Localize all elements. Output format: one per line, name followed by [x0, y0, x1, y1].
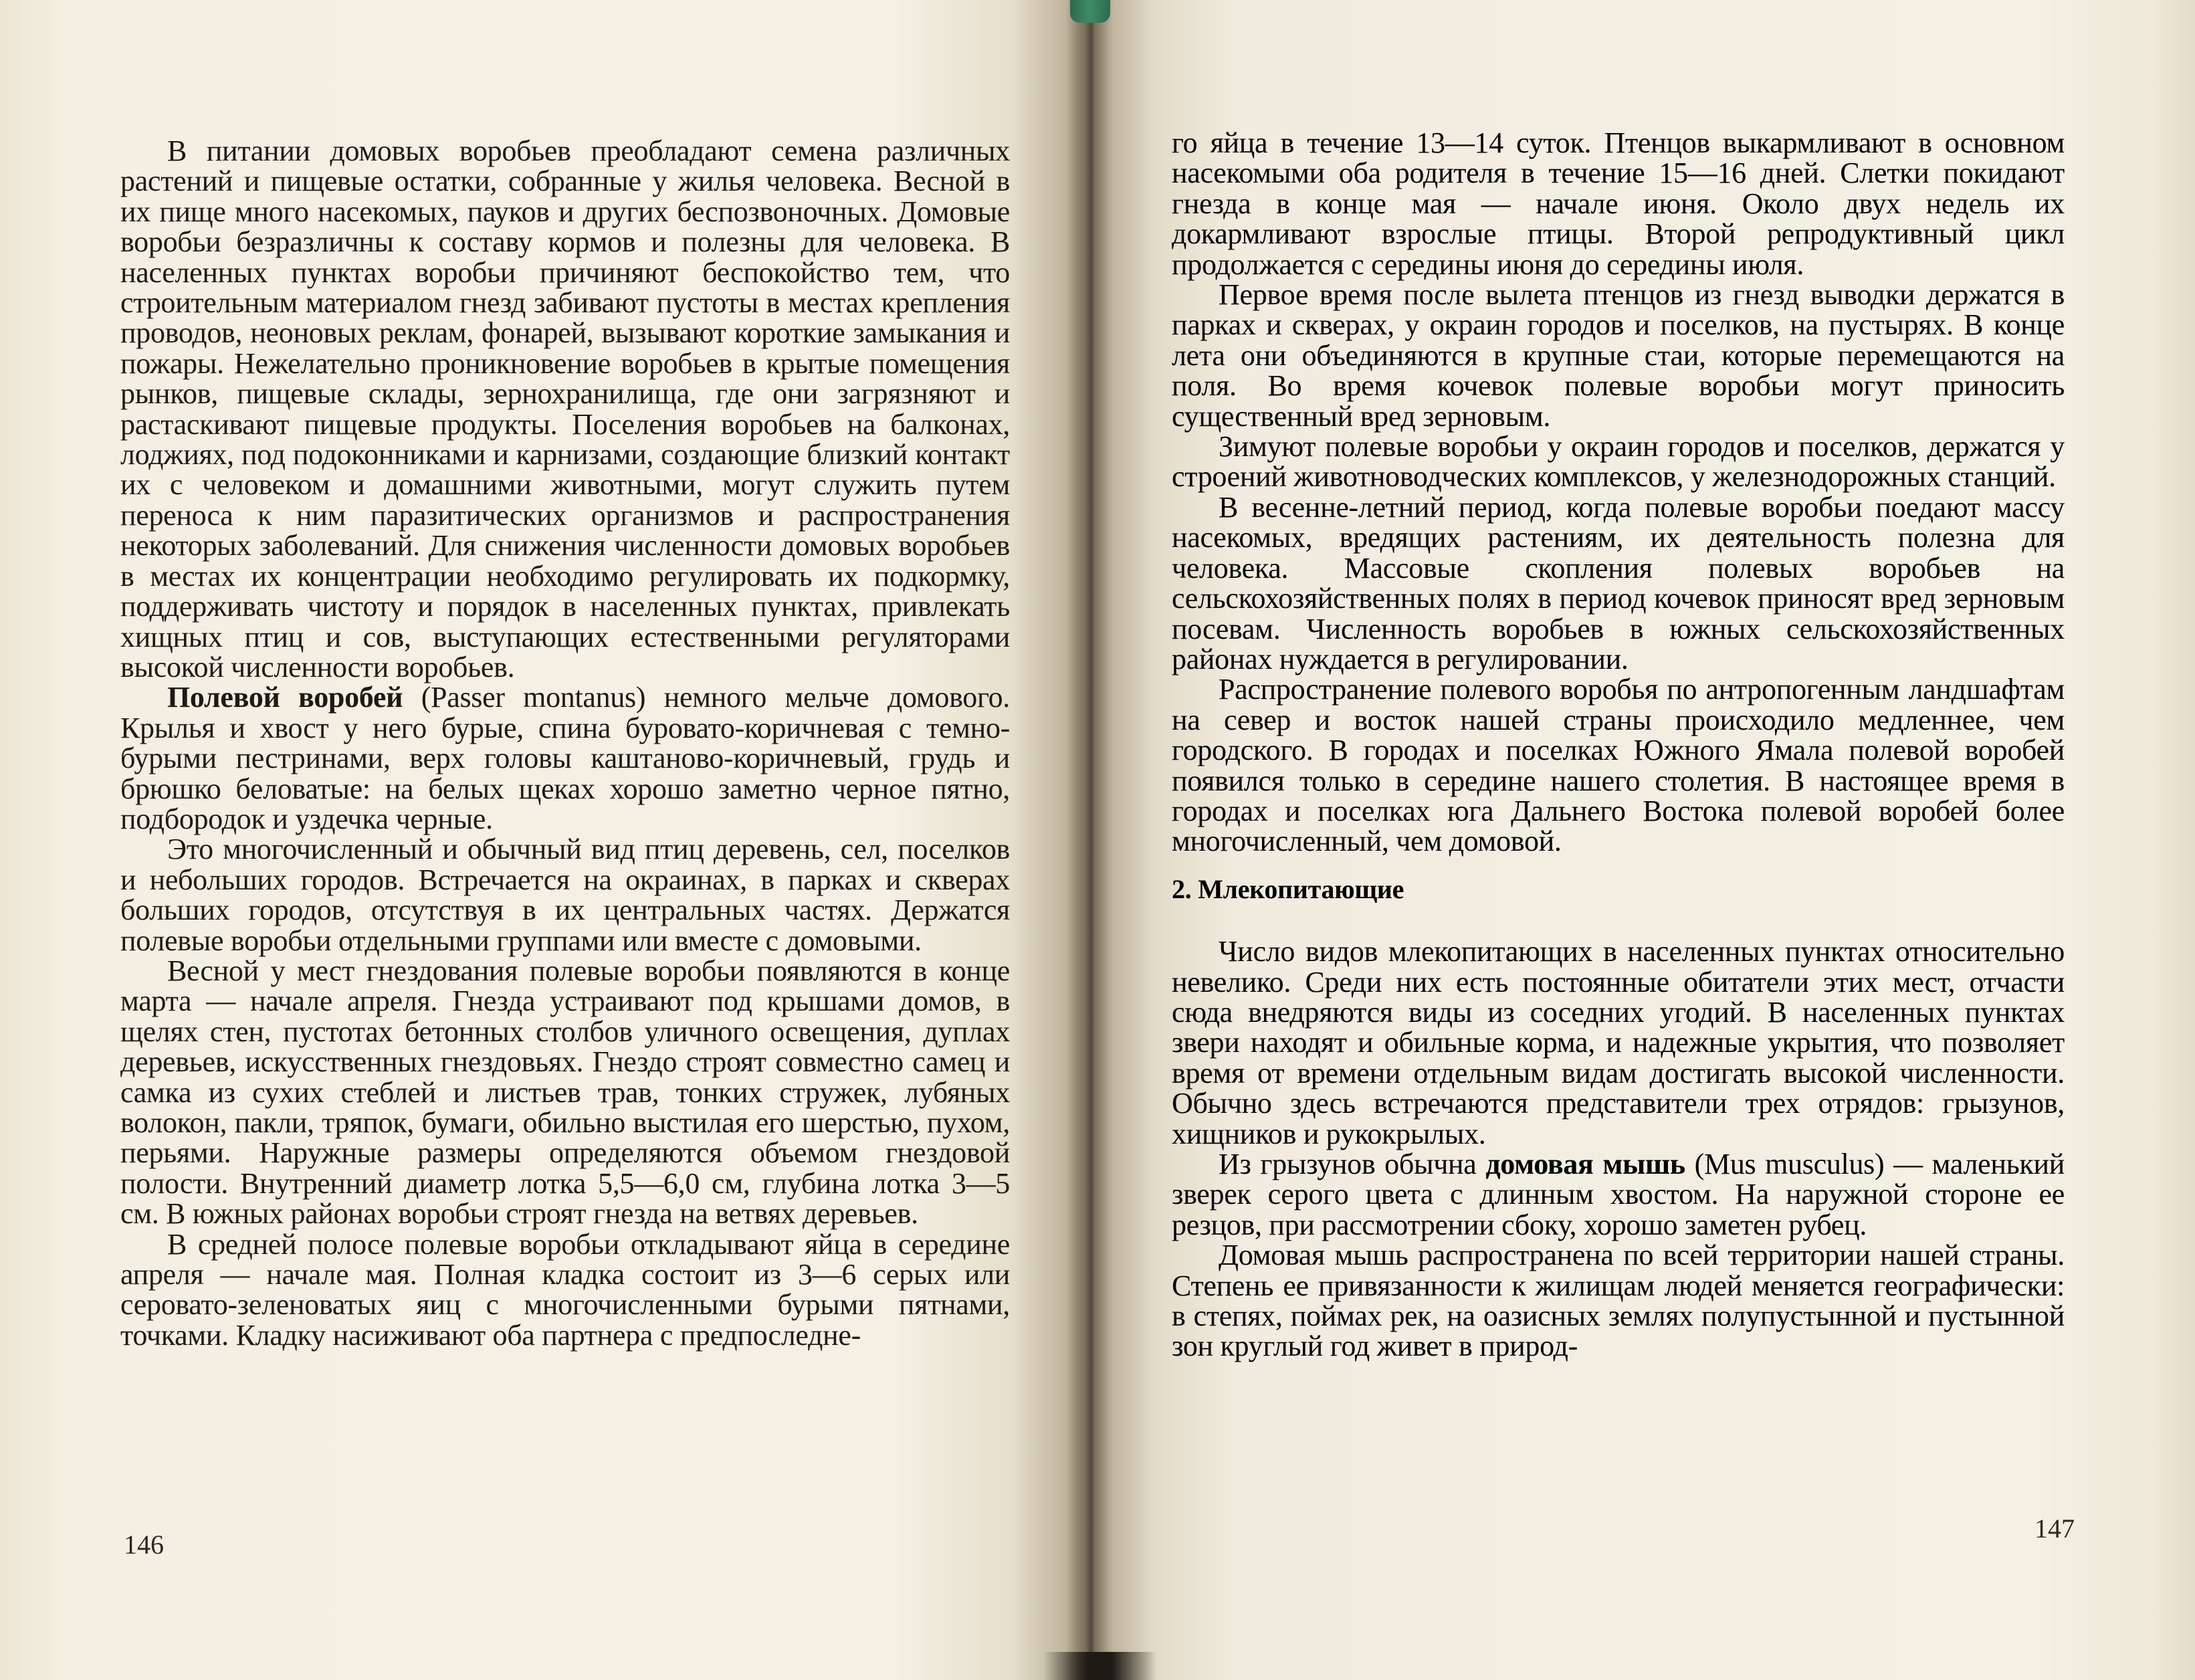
section-heading: 2. Млекопитающие [1172, 873, 1404, 904]
paragraph-text: Весной у мест гнездования полевые воробьи появляются в конце марта — начале апреля. Гнезда устраивают под крышами домов, в щелях стен, пустотах бетонных столбов уличного освещения, дуплах деревьев, искусственных гнездовьях. Гнездо строят совместно самец и самка из сухих стеблей и листьев трав, тонких стружек, лубяных волокон, пакли, тряпок, бумаги, обильно выстилая его шерстью, пухом, перьями. Наружные размеры определяются объемом гнездовой полости. Внутренний диаметр лотка 5,5—6,0 см, глубина лотка 3—5 см. В южных районах воробьи строят гнезда на ветвях деревьев. [120, 954, 1010, 1231]
paragraph-text: В средней полосе полевые воробьи откладывают яйца в середине апреля — начале мая. Полная кладка состоит из 3—6 серых или серовато-зеленоватых яиц с многочисленными бурыми пятнами, точками. Кладку насиживают оба партнера с предпоследне- [120, 1227, 1010, 1352]
page-number-left: 146 [124, 1530, 164, 1560]
spine-shadow [1043, 1652, 1157, 1680]
paragraph [120, 136, 1010, 682]
left-page-text [120, 136, 1010, 1350]
paragraph [1172, 431, 2065, 492]
paragraph [1172, 1149, 2065, 1240]
paragraph-text: Домовая мышь распространена по всей территории нашей страны. Степень ее привязанности к жилищам людей меняется географически: в степях, поймах рек, на оазисных землях полупустынной и пустынной зон круглый год живет в природ- [1172, 1239, 2065, 1363]
paragraph [1172, 936, 2065, 1149]
paragraph-text: Зимуют полевые воробьи у окраин городов и поселков, держатся у строений животноводческих комплексов, у железнодорожных станций. [1172, 430, 2065, 494]
paragraph-text: Число видов млекопитающих в населенных пунктах относительно невелико. Среди них есть постоянные обитатели этих мест, отчасти сюда внедряются виды из соседних угодий. В населенных пунктах звери находят и обильные корма, и надежные укрытия, что позволяет время от времени отдельным видам достигать высокой численности. Обычно здесь встречаются представители трех отрядов: грызунов, хищников и рукокрылых. [1172, 935, 2065, 1150]
paragraph [1172, 280, 2065, 431]
term-bold: Полевой воробей [167, 681, 403, 714]
paragraph-text: В питании домовых воробьев преобладают семена различных растений и пищевые остатки, собранные у жилья человека. Весной в их пище много насекомых, пауков и других беспозвоночных. Домовые воробьи безразличны к составу кормов и полезны для человека. В населенных пунктах воробьи причиняют беспокойство тем, что строительным материалом гнезд забивают пустоты в местах крепления проводов, неоновых реклам, фонарей, вызывают короткие замыкания и пожары. Нежелательно проникновение воробьев в крытые помещения рынков, пищевые склады, зернохранилища, где они загрязняют и растаскивают пищевые продукты. Поселения воробьев на балконах, лоджиях, под подоконниками и карнизами, создающие близкий контакт их с человеком и домашними животными, могут служить путем переноса к ним паразитических организмов и распространения некоторых заболеваний. Для снижения численности домовых воробьев в местах их концентрации необходимо регулировать их подкормку, поддерживать чистоту и порядок в населенных пунктах, привлекать хищных птиц и сов, выступающих естественными регуляторами высокой численности воробьев. [120, 134, 1010, 684]
paragraph-text: Первое время после вылета птенцов из гнезд выводки держатся в парках и скверах, у окраин городов и поселков, на пустырях. В конце лета они объединяются в крупные стаи, которые перемещаются на поля. Во время кочевок полевые воробьи могут приносить существенный вред зерновым. [1172, 278, 2065, 433]
paragraph [120, 1229, 1010, 1351]
left-page [0, 0, 1087, 1680]
paragraph-text: (Passer montanus) немного мельче домового. Крылья и хвост у него бурые, спина буровато-коричневая с темно-бурыми пестринами, верх головы каштаново-коричневый, грудь и брюшко беловатые: на белых щеках хорошо заметно черное пятно, подбородок и уздечка черные. [120, 681, 1011, 835]
paragraph-text: В весенне-летний период, когда полевые воробьи поедают массу насекомых, вредящих растениям, их деятельность полезна для человека. Массовые скопления полевых воробьев на сельскохозяйственных полях в период кочевок приносят вред зерновым посевам. Численность воробьев в южных сельскохозяйственных районах нуждается в регулировании. [1172, 490, 2065, 675]
page-number-right: 147 [2034, 1513, 2075, 1544]
paragraph-text: (Mus musculus) — маленький зверек серого цвета с длинным хвостом. На наружной стороне ее резцов, при рассмотрении сбоку, хорошо заметен рубец. [1172, 1148, 2065, 1241]
paragraph [1172, 492, 2065, 674]
bookmark-ribbon [1070, 0, 1110, 23]
paragraph [1172, 128, 2065, 280]
paragraph-text: го яйца в течение 13—14 суток. Птенцов выкармливают в основном насекомыми оба родителя в течение 15—16 дней. Слетки покидают гнезда в конце мая — начале июня. Около двух недель их докармливают взрослые птицы. Второй репродуктивный цикл продолжается с середины июня до середины июля. [1172, 126, 2065, 281]
paragraph [1172, 1240, 2065, 1362]
paragraph [1172, 674, 2065, 856]
paragraph [120, 956, 1010, 1229]
right-page-text [1172, 128, 2065, 1362]
term-bold: домовая мышь [1485, 1148, 1685, 1180]
paragraph [120, 682, 1010, 834]
paragraph-lead: Из грызунов обычна [1219, 1148, 1486, 1180]
book-gutter [1067, 0, 1114, 1680]
paragraph-text: Это многочисленный и обычный вид птиц деревень, сел, поселков и небольших городов. Встречается на окраинах, в парках и скверах больших городов, отсутствуя в их центральных частях. Держатся полевые воробьи отдельными группами или вместе с домовыми. [120, 833, 1010, 957]
paragraph [120, 834, 1010, 956]
paragraph-text: Распространение полевого воробья по антропогенным ландшафтам на север и восток нашей страны происходило медленнее, чем городского. В городах и поселках Южного Ямала полевой воробей появился только в середине нашего столетия. В настоящее время в городах и поселках юга Дальнего Востока полевой воробей более многочисленный, чем домовой. [1172, 673, 2065, 858]
